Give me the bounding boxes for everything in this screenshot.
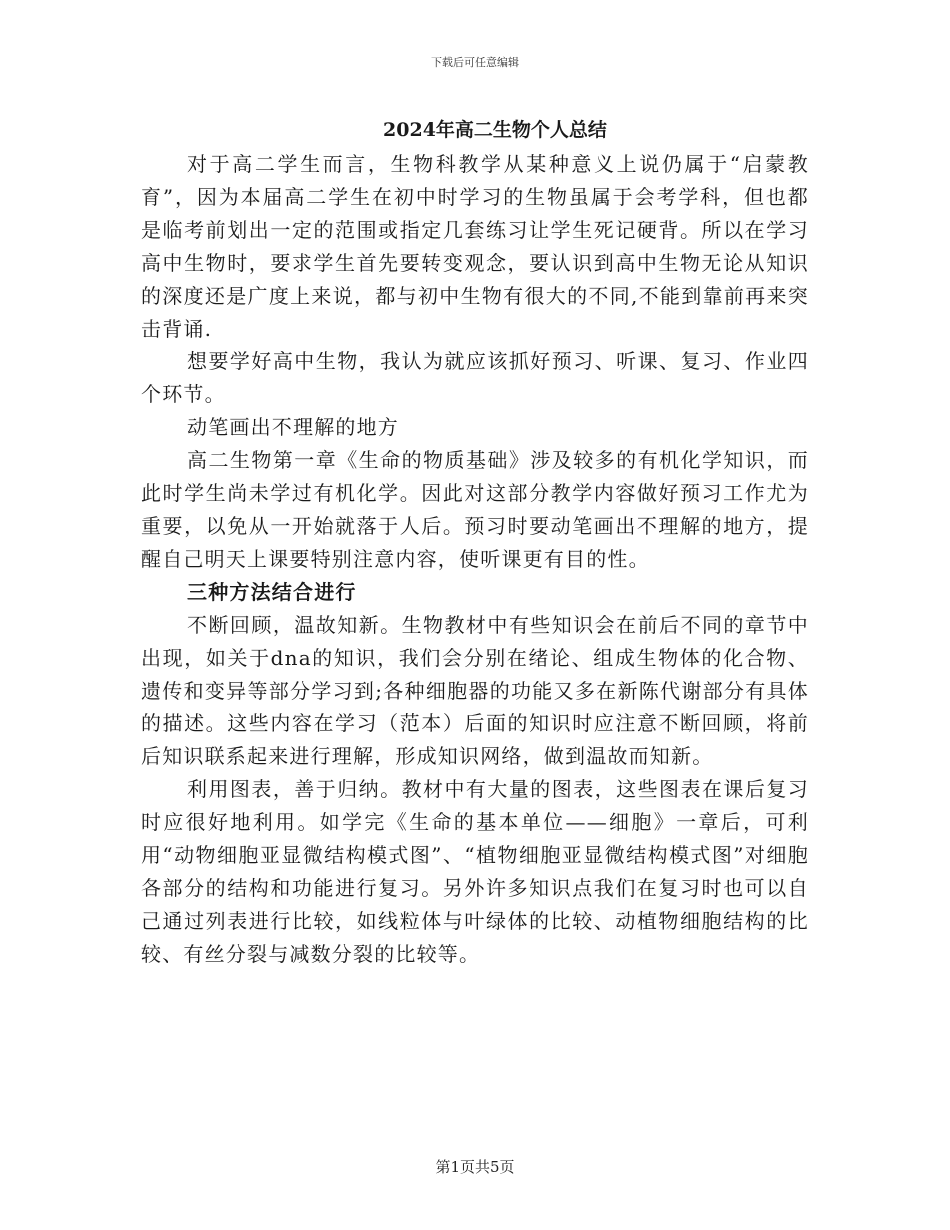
document-title: 2024年高二生物个人总结 (383, 119, 607, 141)
section-heading-preview: 动笔画出不理解的地方 (187, 415, 399, 440)
document-body (141, 148, 809, 971)
paragraph-review: 不断回顾，温故知新。生物教材中有些知识会在前后不同的章节中出现，如关于dna的知识，我们会分别在绪论、组成生物体的化合物、遗传和变异等部分学习到;各种细胞器的功能又多在新陈代谢部分有具体的描述。这些内容在学习（范本）后面的知识时应注意不断回顾，将前后知识联系起来进行理解，形成知识网络，做到温故而知新。 (141, 612, 809, 769)
header-note: 下载后可任意编辑 (431, 56, 519, 69)
paragraph-preview: 高二生物第一章《生命的物质基础》涉及较多的有机化学知识，而此时学生尚未学过有机化学。因此对这部分教学内容做好预习工作尤为重要，以免从一开始就落于人后。预习时要动笔画出不理解的地方，提醒自己明天上课要特别注意内容，使听课更有目的性。 (141, 448, 809, 571)
section-heading-methods: 三种方法结合进行 (187, 579, 357, 604)
paragraph-intro: 对于高二学生而言，生物科教学从某种意义上说仍属于“启蒙教育”，因为本届高二学生在初中时学习的生物虽属于会考学科，但也都是临考前划出一定的范围或指定几套练习让学生死记硬背。所以在学习高中生物时，要求学生首先要转变观念，要认识到高中生物无论从知识的深度还是广度上来说，都与初中生物有很大的不同,不能到靠前再来突击背诵. (141, 152, 809, 341)
page-number: 第1页共5页 (435, 1158, 515, 1176)
paragraph-four-steps: 想要学好高中生物，我认为就应该抓好预习、听课、复习、作业四个环节。 (141, 349, 809, 407)
paragraph-charts: 利用图表，善于归纳。教材中有大量的图表，这些图表在课后复习时应很好地利用。如学完《生命的基本单位——细胞》一章后，可利用“动物细胞亚显微结构模式图”、“植物细胞亚显微结构模式图”对细胞各部分的结构和功能进行复习。另外许多知识点我们在复习时也可以自己通过列表进行比较，如线粒体与叶绿体的比较、动植物细胞结构的比较、有丝分裂与减数分裂的比较等。 (141, 777, 809, 966)
